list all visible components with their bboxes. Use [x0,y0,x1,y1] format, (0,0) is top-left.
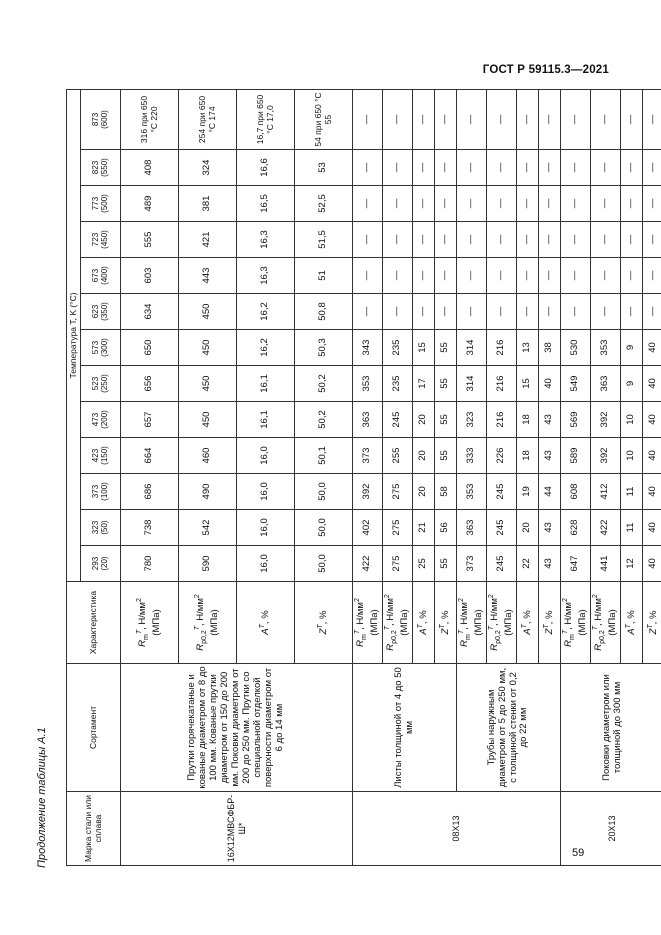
value-cell: — [621,150,643,186]
value-cell: — [383,186,413,222]
value-cell: — [621,258,643,294]
value-cell: — [487,258,517,294]
value-cell: — [591,186,621,222]
value-cell: 43 [539,510,561,546]
value-cell: 333 [457,438,487,474]
value-cell: — [561,89,591,149]
characteristic: $R_m^T$, $Н/мм^2$ (МПа) [561,582,591,664]
value-cell: — [643,186,661,222]
value-cell: — [517,150,539,186]
header-characteristic: Характеристика [67,582,121,664]
value-cell: 55 [435,402,457,438]
value-cell: 21 [413,510,435,546]
value-cell: — [383,222,413,258]
rotated-table-container [66,90,660,866]
value-cell: 43 [539,438,561,474]
value-cell: 422 [591,510,621,546]
temp-celsius: (100) [99,482,109,501]
value-cell: 314 [457,330,487,366]
value-cell: 50,3 [295,330,353,366]
steel-grade: 20Х13 [561,792,661,866]
value-cell: 422 [353,546,383,582]
value-cell: — [383,150,413,186]
value-cell: 44 [539,474,561,510]
value-cell: 10 [621,438,643,474]
value-cell: 43 [539,402,561,438]
value-cell: 392 [591,438,621,474]
value-cell: — [621,186,643,222]
header-temp-873 [81,89,121,149]
value-cell: 38 [539,330,561,366]
value-cell: 216 [487,402,517,438]
value-cell: 255 [383,438,413,474]
value-cell: 549 [561,366,591,402]
value-cell: — [383,258,413,294]
value-cell: — [487,222,517,258]
value-cell: 58 [435,474,457,510]
temp-celsius: (250) [99,374,109,393]
value-cell: — [353,294,383,330]
value-cell: 590 [179,546,237,582]
value-cell: — [591,89,621,149]
value-cell: 542 [179,510,237,546]
value-cell: 50,1 [295,438,353,474]
value-cell: — [457,89,487,149]
temp-celsius: (350) [99,302,109,321]
header-temp-773 [81,186,121,222]
value-cell: 628 [561,510,591,546]
value-cell: 16,1 [237,366,295,402]
temp-kelvin: 873 [90,112,100,127]
value-cell: 40 [643,330,661,366]
value-cell: 43 [539,546,561,582]
value-cell: 16,0 [237,438,295,474]
document-header: ГОСТ Р 59115.3—2021 [482,64,609,76]
value-cell: — [561,258,591,294]
value-cell: 55 [435,438,457,474]
value-cell: 450 [179,294,237,330]
value-cell: — [517,89,539,149]
value-cell: 235 [383,366,413,402]
temp-celsius: (500) [99,194,109,213]
value-cell: 650 [121,330,179,366]
value-cell: 589 [561,438,591,474]
value-cell: — [487,89,517,149]
value-cell: 363 [457,510,487,546]
value-cell: 50,2 [295,366,353,402]
value-cell: — [539,186,561,222]
value-cell: — [413,150,435,186]
value-cell: 656 [121,366,179,402]
value-cell: 245 [487,546,517,582]
value-cell: 316 при 650 °C 220 [121,89,179,149]
temp-kelvin: 673 [90,268,100,283]
value-cell: 235 [383,330,413,366]
value-cell: 353 [591,330,621,366]
temp-celsius: (150) [99,446,109,465]
value-cell: — [487,294,517,330]
value-cell: 17 [413,366,435,402]
characteristic: $R_{p0,2}^T$, $Н/мм^2$ (МПа) [487,582,517,664]
temp-celsius: (200) [99,410,109,429]
value-cell: 490 [179,474,237,510]
value-cell: 647 [561,546,591,582]
value-cell: 412 [591,474,621,510]
value-cell: 443 [179,258,237,294]
value-cell: 275 [383,510,413,546]
value-cell: 402 [353,510,383,546]
value-cell: 555 [121,222,179,258]
value-cell: — [435,294,457,330]
value-cell: 363 [353,402,383,438]
value-cell: — [561,222,591,258]
value-cell: 245 [487,510,517,546]
value-cell: 56 [435,510,457,546]
value-cell: 20 [413,438,435,474]
value-cell: — [621,222,643,258]
value-cell: 738 [121,510,179,546]
value-cell: — [643,89,661,149]
characteristic: $R_{p0,2}^T$, $Н/мм^2$ (МПа) [591,582,621,664]
characteristic: $R_m^T$, $Н/мм^2$ (МПа) [121,582,179,664]
value-cell: 40 [539,366,561,402]
value-cell: 51,5 [295,222,353,258]
value-cell: 450 [179,402,237,438]
value-cell: 450 [179,330,237,366]
header-temp-323 [81,510,121,546]
value-cell: — [517,258,539,294]
value-cell: — [413,89,435,149]
header-assortment: Сортамент [67,664,121,792]
value-cell: — [435,222,457,258]
value-cell: — [539,258,561,294]
page-number: 59 [572,847,585,859]
temp-kelvin: 323 [90,520,100,535]
value-cell: — [457,294,487,330]
value-cell: 450 [179,366,237,402]
value-cell: 353 [457,474,487,510]
header-temp-473 [81,402,121,438]
value-cell: 20 [413,474,435,510]
temp-kelvin: 723 [90,232,100,247]
header-temp-573 [81,330,121,366]
value-cell: 22 [517,546,539,582]
value-cell: 275 [383,474,413,510]
temp-celsius: (400) [99,266,109,285]
value-cell: 16,1 [237,402,295,438]
value-cell: 11 [621,474,643,510]
value-cell: 657 [121,402,179,438]
value-cell: — [561,294,591,330]
value-cell: 16,6 [237,150,295,186]
value-cell: — [539,89,561,149]
characteristic: $R_m^T$, $Н/мм^2$ (МПа) [353,582,383,664]
assortment: Поковки диаметром или толщиной до 300 мм [561,664,661,792]
value-cell: — [457,150,487,186]
value-cell: 216 [487,366,517,402]
header-temp-523 [81,366,121,402]
steel-grade: 08Х13 [353,792,561,866]
value-cell: 686 [121,474,179,510]
value-cell: 603 [121,258,179,294]
value-cell: 13 [517,330,539,366]
value-cell: 489 [121,186,179,222]
value-cell: — [591,222,621,258]
temp-celsius: (600) [99,110,109,129]
characteristic: $A^T$, % [237,582,295,664]
value-cell: 441 [591,546,621,582]
value-cell: 664 [121,438,179,474]
value-cell: 50,0 [295,510,353,546]
value-cell: 54 при 650 °C 55 [295,89,353,149]
value-cell: — [517,186,539,222]
table-row [457,89,487,865]
value-cell: 12 [621,546,643,582]
characteristic: $R_m^T$, $Н/мм^2$ (МПа) [457,582,487,664]
characteristic: $Z^T$, % [643,582,661,664]
value-cell: 569 [561,402,591,438]
value-cell: — [561,186,591,222]
value-cell: 40 [643,474,661,510]
value-cell: — [457,186,487,222]
value-cell: 530 [561,330,591,366]
temp-kelvin: 293 [90,556,100,571]
header-temp-423 [81,438,121,474]
value-cell: 343 [353,330,383,366]
value-cell: 392 [591,402,621,438]
value-cell: — [487,186,517,222]
value-cell: 381 [179,186,237,222]
value-cell: — [435,258,457,294]
value-cell: 18 [517,438,539,474]
value-cell: 50,2 [295,402,353,438]
value-cell: 324 [179,150,237,186]
characteristic: $A^T$, % [621,582,643,664]
value-cell: — [435,150,457,186]
value-cell: 16,7 при 650 °C 17,0 [237,89,295,149]
value-cell: — [517,222,539,258]
value-cell: 323 [457,402,487,438]
temp-celsius: (450) [99,230,109,249]
value-cell: 16,3 [237,222,295,258]
temp-celsius: (300) [99,338,109,357]
value-cell: 53 [295,150,353,186]
temp-celsius: (50) [99,520,109,535]
temp-kelvin: 823 [90,160,100,175]
value-cell: — [413,186,435,222]
value-cell: 15 [413,330,435,366]
value-cell: 10 [621,402,643,438]
value-cell: — [353,89,383,149]
value-cell: 460 [179,438,237,474]
table-row [121,89,179,865]
value-cell: 11 [621,510,643,546]
value-cell: 40 [643,438,661,474]
temp-kelvin: 523 [90,376,100,391]
value-cell: 40 [643,402,661,438]
value-cell: 16,0 [237,546,295,582]
value-cell: — [383,89,413,149]
value-cell: 16,0 [237,510,295,546]
characteristic: $A^T$, % [413,582,435,664]
value-cell: 353 [353,366,383,402]
temp-kelvin: 623 [90,304,100,319]
characteristic: $R_{p0,2}^T$, $Н/мм^2$ (МПа) [383,582,413,664]
value-cell: 16,2 [237,294,295,330]
value-cell: — [353,258,383,294]
temp-celsius: (20) [99,556,109,571]
header-temp-623 [81,294,121,330]
value-cell: 40 [643,510,661,546]
assortment: Трубы наружным диаметром от 5 до 250 мм, с толщиной стенки от 0,2 до 22 мм [457,664,561,792]
temp-kelvin: 773 [90,196,100,211]
value-cell: 373 [353,438,383,474]
value-cell: 50,8 [295,294,353,330]
value-cell: 254 при 650 °C 174 [179,89,237,149]
value-cell: — [353,186,383,222]
value-cell: — [353,150,383,186]
header-steel: Марка стали или сплава [67,792,121,866]
value-cell: 15 [517,366,539,402]
value-cell: 55 [435,546,457,582]
steel-grade: 16Х12МВСФБР-Ш* [121,792,353,866]
value-cell: — [539,294,561,330]
value-cell: 18 [517,402,539,438]
table-row [353,89,383,865]
value-cell: 314 [457,366,487,402]
value-cell: 226 [487,438,517,474]
value-cell: — [539,222,561,258]
value-cell: 20 [413,402,435,438]
value-cell: 52,5 [295,186,353,222]
header-temp-823 [81,150,121,186]
value-cell: — [591,150,621,186]
value-cell: 16,2 [237,330,295,366]
value-cell: 40 [643,366,661,402]
value-cell: 16,0 [237,474,295,510]
value-cell: — [643,150,661,186]
value-cell: 245 [487,474,517,510]
value-cell: 9 [621,330,643,366]
value-cell: 421 [179,222,237,258]
value-cell: — [643,222,661,258]
characteristic: $A^T$, % [517,582,539,664]
header-temp-673 [81,258,121,294]
value-cell: — [457,258,487,294]
value-cell: 50,0 [295,546,353,582]
value-cell: 55 [435,330,457,366]
value-cell: 373 [457,546,487,582]
temp-kelvin: 473 [90,412,100,427]
characteristic: $R_{p0,2}^T$, $Н/мм^2$ (МПа) [179,582,237,664]
value-cell: — [435,186,457,222]
temp-kelvin: 573 [90,340,100,355]
temp-celsius: (550) [99,158,109,177]
value-cell: 16,5 [237,186,295,222]
header-temp-373 [81,474,121,510]
temp-kelvin: 373 [90,484,100,499]
value-cell: — [383,294,413,330]
value-cell: — [621,89,643,149]
characteristic: $Z^T$, % [539,582,561,664]
value-cell: — [591,258,621,294]
header-temp-723 [81,222,121,258]
header-temp-293 [81,546,121,582]
value-cell: 408 [121,150,179,186]
value-cell: 19 [517,474,539,510]
value-cell: 16,3 [237,258,295,294]
value-cell: — [643,258,661,294]
value-cell: 780 [121,546,179,582]
value-cell: 55 [435,366,457,402]
value-cell: — [643,294,661,330]
value-cell: 216 [487,330,517,366]
value-cell: 20 [517,510,539,546]
value-cell: — [591,294,621,330]
value-cell: — [487,150,517,186]
value-cell: — [457,222,487,258]
value-cell: 51 [295,258,353,294]
value-cell: 634 [121,294,179,330]
value-cell: — [435,89,457,149]
value-cell: 40 [643,546,661,582]
value-cell: — [413,222,435,258]
temp-kelvin: 423 [90,448,100,463]
value-cell: — [539,150,561,186]
value-cell: 275 [383,546,413,582]
characteristic: $Z^T$, % [435,582,457,664]
characteristic: $Z^T$, % [295,582,353,664]
value-cell: 363 [591,366,621,402]
value-cell: — [621,294,643,330]
value-cell: 9 [621,366,643,402]
table-row [561,89,591,865]
value-cell: 392 [353,474,383,510]
value-cell: — [413,258,435,294]
value-cell: — [561,150,591,186]
assortment: Листы толщиной от 4 до 50 мм [353,664,457,792]
header-temperature: Температура T, K (°C) [67,89,81,581]
value-cell: — [353,222,383,258]
value-cell: — [517,294,539,330]
value-cell: — [413,294,435,330]
value-cell: 245 [383,402,413,438]
value-cell: 50,0 [295,474,353,510]
value-cell: 608 [561,474,591,510]
properties-table [66,89,661,866]
assortment: Прутки горячекатаные и кованые диаметром от 8 до 100 мм. Кованые прутки диаметром от 150 до 200 мм. Поковки диаметром от 200 до 250 мм. Прутки со специальной отделкой поверхности диаметром от 6 до 14 мм [121,664,353,792]
value-cell: 25 [413,546,435,582]
